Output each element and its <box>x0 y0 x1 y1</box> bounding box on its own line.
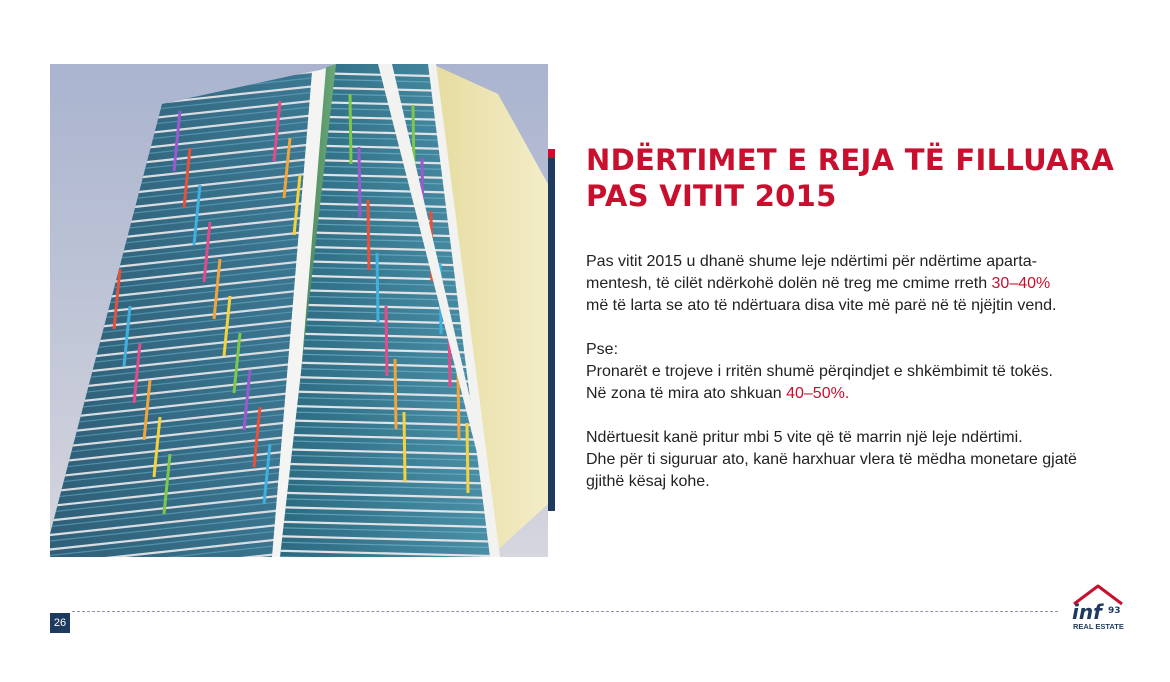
paragraph-2 <box>586 339 1126 405</box>
paragraph-1-line-2 <box>586 273 1126 295</box>
company-logo <box>1068 582 1128 632</box>
paragraph-1-line-2-text: mentesh, të cilët ndërkohë dolën në treg me cmime rreth <box>586 275 992 292</box>
logo-main-text: inf <box>1072 600 1102 624</box>
paragraph-3 <box>586 427 1126 493</box>
paragraph-3-line-2: Dhe për ti siguruar ato, kanë harxhuar vlera të mëdha monetare gjatë <box>586 451 1077 468</box>
page-number: 26 <box>50 613 70 633</box>
accent-bar-red <box>548 149 555 158</box>
paragraph-1-line-3: më të larta se ato të ndërtuara disa vite më parë në të njëjtin vend. <box>586 297 1057 314</box>
paragraph-3-line-1: Ndërtuesit kanë pritur mbi 5 vite që të marrin një leje ndërtimi. <box>586 429 1023 446</box>
paragraph-2-line-2: Pronarët e trojeve i rritën shumë përqindjet e shkëmbimit të tokës. <box>586 363 1053 380</box>
body-text <box>586 251 1126 515</box>
paragraph-1 <box>586 251 1126 317</box>
title-line-1: NDËRTIMET E REJA TË FILLUARA <box>586 143 1115 177</box>
paragraph-2-line-3-text: Në zona të mira ato shkuan <box>586 385 787 402</box>
accent-bar-navy <box>548 158 555 511</box>
footer-divider <box>72 611 1058 612</box>
paragraph-1-line-1: Pas vitit 2015 u dhanë shume leje ndërtimi për ndërtime aparta- <box>586 253 1037 270</box>
building-photo <box>50 64 548 557</box>
paragraph-2-line-1: Pse: <box>586 341 619 358</box>
title-line-2: PAS VITIT 2015 <box>586 179 837 213</box>
price-increase-highlight: 30–40% <box>991 275 1051 292</box>
land-exchange-highlight: 40–50%. <box>786 385 850 402</box>
paragraph-3-line-3: gjithë kësaj kohe. <box>586 473 710 490</box>
logo-tagline: REAL ESTATE <box>1073 622 1124 631</box>
paragraph-2-line-3 <box>586 383 1126 405</box>
page-title <box>586 142 1126 214</box>
logo-superscript: 93 <box>1108 606 1121 616</box>
